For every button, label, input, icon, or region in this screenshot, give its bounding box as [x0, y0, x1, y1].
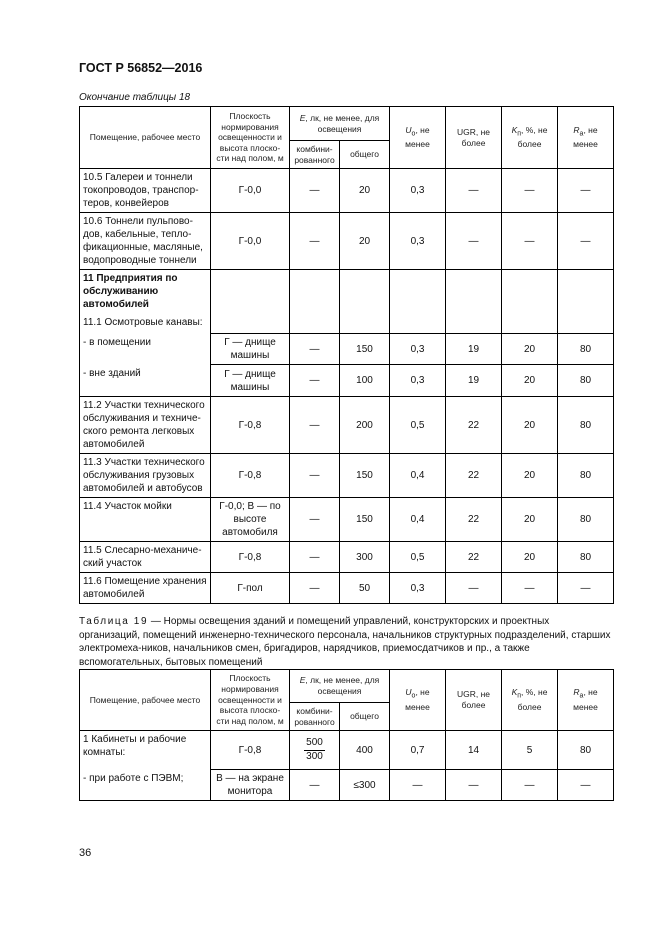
cell-ra: 80 — [558, 542, 614, 573]
cell-general: 100 — [340, 365, 390, 397]
col-header-uo: $U_o$, не менее — [390, 670, 446, 731]
cell-room: 11.6 Помещение хранения автомобилей — [80, 573, 211, 604]
cell-uo: 0,4 — [390, 498, 446, 542]
cell-kp: 20 — [502, 498, 558, 542]
col-header-ugr: UGR, не более — [446, 670, 502, 731]
cell-combined: — — [290, 498, 340, 542]
cell-combined: — — [290, 454, 340, 498]
table-row — [80, 573, 614, 604]
cell-plane: Г-0,8 — [211, 454, 290, 498]
cell-general: 150 — [340, 498, 390, 542]
cell-general: 20 — [340, 213, 390, 270]
cell-uo: — — [390, 770, 446, 801]
col-header-combined: комбини-рованного — [290, 141, 340, 169]
col-header-room: Помещение, рабочее место — [80, 670, 211, 731]
cell-ra: — — [558, 770, 614, 801]
cell-uo: 0,3 — [390, 213, 446, 270]
cell-plane: Г-0,0 — [211, 169, 290, 213]
cell-ugr: 22 — [446, 397, 502, 454]
cell-ugr: 22 — [446, 542, 502, 573]
table-section-row — [80, 270, 614, 334]
cell-room: - в помещении — [80, 334, 211, 365]
cell-kp: — — [502, 770, 558, 801]
cell-kp: — — [502, 573, 558, 604]
col-header-general: общего — [340, 141, 390, 169]
fraction-denominator: 300 — [306, 750, 323, 762]
cell-ugr: 22 — [446, 498, 502, 542]
cell-kp: 20 — [502, 397, 558, 454]
cell-ugr: 19 — [446, 334, 502, 365]
col-header-plane: Плоскость нормирования освещенности и высота плоско-сти над полом, м — [211, 670, 290, 731]
cell-ra: 80 — [558, 334, 614, 365]
cell-plane: Г-0,0; В — по высоте автомобиля — [211, 498, 290, 542]
table-row — [80, 542, 614, 573]
table-row — [80, 169, 614, 213]
cell-ra: 80 — [558, 365, 614, 397]
cell-uo: 0,3 — [390, 573, 446, 604]
col-header-ra: $R_a$, не менее — [558, 107, 614, 169]
cell-plane: Г-0,8 — [211, 731, 290, 770]
page-number: 36 — [79, 847, 92, 859]
cell-room — [80, 270, 211, 334]
cell-room: 1 Кабинеты и рабочие комнаты: — [80, 731, 211, 770]
col-header-room: Помещение, рабочее место — [80, 107, 211, 169]
cell-ugr: — — [446, 573, 502, 604]
subsection-title: 11.1 Осмотровые канавы: — [83, 317, 203, 328]
cell-general: 150 — [340, 334, 390, 365]
cell-ugr: — — [446, 169, 502, 213]
table-row — [80, 498, 614, 542]
table-row — [80, 365, 614, 397]
col-header-kp: $K_п$, %, не более — [502, 107, 558, 169]
col-header-ra: $R_a$, не менее — [558, 670, 614, 731]
table-header-row — [80, 107, 614, 141]
cell-general: 150 — [340, 454, 390, 498]
cell-room: - при работе с ПЭВМ; — [80, 770, 211, 801]
cell-kp: — — [502, 169, 558, 213]
table-row — [80, 731, 614, 770]
table-18 — [79, 106, 614, 604]
cell-kp: 20 — [502, 542, 558, 573]
table-caption: Окончание таблицы 18 — [79, 92, 191, 103]
cell-room: 11.4 Участок мойки — [80, 498, 211, 542]
cell-uo: 0,3 — [390, 365, 446, 397]
cell-combined: — — [290, 573, 340, 604]
col-header-ugr: UGR, не более — [446, 107, 502, 169]
col-header-e: E, лк, не менее, для освещения — [290, 107, 390, 141]
cell-uo: 0,7 — [390, 731, 446, 770]
cell-kp: 20 — [502, 365, 558, 397]
cell-kp: 20 — [502, 334, 558, 365]
cell-combined: — — [290, 213, 340, 270]
cell-plane: Г — днище машины — [211, 334, 290, 365]
cell-kp: — — [502, 213, 558, 270]
cell-plane: Г-пол — [211, 573, 290, 604]
cell-ugr: — — [446, 213, 502, 270]
col-header-uo: $U_o$, не менее — [390, 107, 446, 169]
cell-plane: В — на экране монитора — [211, 770, 290, 801]
cell-room: 11.2 Участки технического обслуживания и техниче-ского ремонта легковых автомобилей — [80, 397, 211, 454]
cell-plane: Г-0,8 — [211, 542, 290, 573]
table-row — [80, 454, 614, 498]
cell-combined: — — [290, 770, 340, 801]
cell-ugr: 22 — [446, 454, 502, 498]
cell-uo: 0,3 — [390, 169, 446, 213]
fraction-numerator: 500 — [304, 737, 325, 751]
cell-ra: — — [558, 169, 614, 213]
cell-ra: 80 — [558, 454, 614, 498]
cell-room: - вне зданий — [80, 365, 211, 397]
cell-room: 10.6 Тоннели пульпово-дов, кабельные, тепло-фикационные, масляные, водопроводные тоннели — [80, 213, 211, 270]
cell-plane: Г — днище машины — [211, 365, 290, 397]
cell-ugr: 19 — [446, 365, 502, 397]
cell-uo: 0,5 — [390, 397, 446, 454]
cell-ra: — — [558, 213, 614, 270]
table-19 — [79, 669, 614, 801]
cell-kp: 20 — [502, 454, 558, 498]
table-header-row — [80, 670, 614, 703]
cell-combined: — — [290, 365, 340, 397]
cell-combined — [290, 731, 340, 770]
cell-uo: 0,3 — [390, 334, 446, 365]
table-row — [80, 213, 614, 270]
cell-combined: — — [290, 542, 340, 573]
cell-plane: Г-0,8 — [211, 397, 290, 454]
cell-ugr: — — [446, 770, 502, 801]
table-19-title-text: — Нормы освещения зданий и помещений управлений, конструкторских и проектных организаций, помещений инженерно-технического персонала, начальников структурных подразделений, старших электромеха-ников, начальников смен, бригадиров, нарядчиков, приемосдатчиков и пр., а также вспомогательных, бытовых помещений — [79, 616, 611, 668]
cell-ra: 80 — [558, 498, 614, 542]
cell-general: 20 — [340, 169, 390, 213]
cell-general: 300 — [340, 542, 390, 573]
table-row — [80, 770, 614, 801]
table-19-label: Таблица 19 — [79, 616, 149, 627]
cell-combined: — — [290, 334, 340, 365]
cell-general: ≤300 — [340, 770, 390, 801]
col-header-e: E, лк, не менее, для освещения — [290, 670, 390, 703]
cell-room: 11.3 Участки технического обслуживания грузовых автомобилей и автобусов — [80, 454, 211, 498]
cell-ra: 80 — [558, 397, 614, 454]
section-title: 11 Предприятия по обслуживанию автомобилей — [83, 273, 178, 310]
cell-ra: 80 — [558, 731, 614, 770]
cell-general: 200 — [340, 397, 390, 454]
cell-general: 50 — [340, 573, 390, 604]
cell-combined: — — [290, 397, 340, 454]
col-header-plane: Плоскость нормирования освещенности и высота плоско-сти над полом, м — [211, 107, 290, 169]
cell-general: 400 — [340, 731, 390, 770]
col-header-general: общего — [340, 703, 390, 731]
cell-uo: 0,4 — [390, 454, 446, 498]
fraction — [304, 737, 325, 763]
cell-uo: 0,5 — [390, 542, 446, 573]
document-header: ГОСТ Р 56852—2016 — [79, 61, 203, 75]
cell-kp: 5 — [502, 731, 558, 770]
table-row — [80, 397, 614, 454]
cell-room: 10.5 Галереи и тоннели токопроводов, транспор-теров, конвейеров — [80, 169, 211, 213]
col-header-kp: $K_п$, %, не более — [502, 670, 558, 731]
table-row — [80, 334, 614, 365]
cell-plane: Г-0,0 — [211, 213, 290, 270]
cell-ugr: 14 — [446, 731, 502, 770]
cell-ra: — — [558, 573, 614, 604]
cell-combined: — — [290, 169, 340, 213]
cell-room: 11.5 Слесарно-механиче-ский участок — [80, 542, 211, 573]
col-header-combined: комбини-рованного — [290, 703, 340, 731]
table-19-title — [79, 615, 613, 669]
